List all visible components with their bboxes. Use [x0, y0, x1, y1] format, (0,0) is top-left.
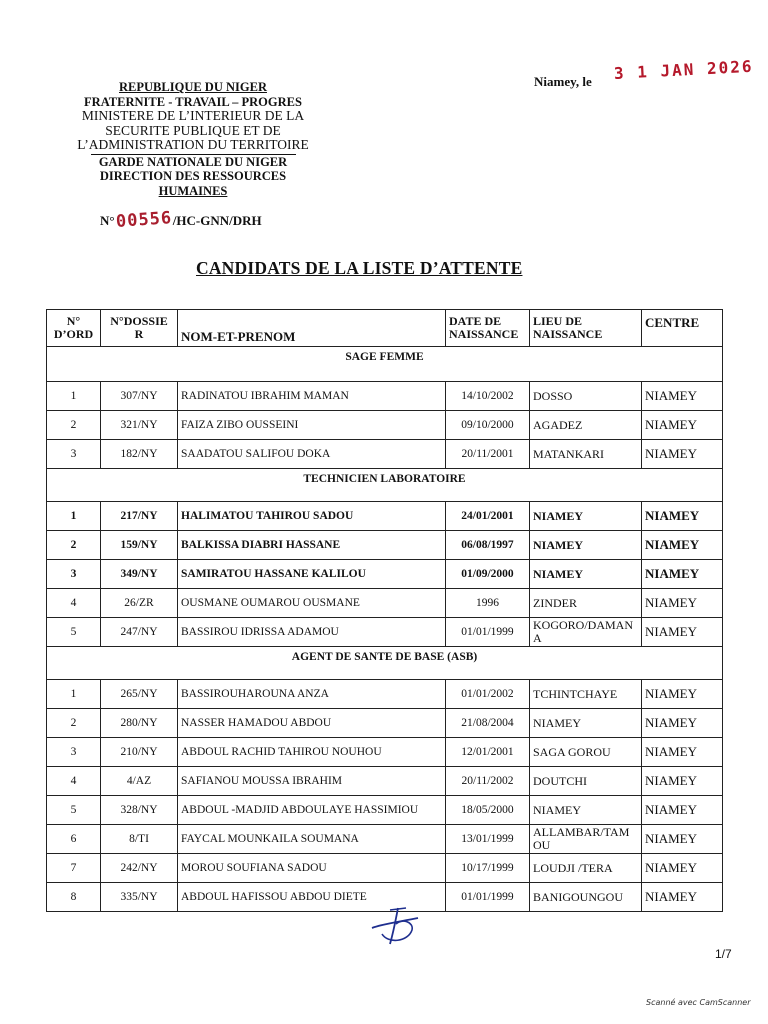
centre-cell: NIAMEY — [642, 767, 723, 796]
name-cell: BALKISSA DIABRI HASSANE — [178, 531, 446, 560]
birth-date-cell: 21/08/2004 — [446, 709, 530, 738]
header-name: NOM-ET-PRENOM — [178, 310, 446, 347]
header-birth-place — [530, 310, 642, 347]
reference-stamp-number: 00556 — [114, 208, 173, 232]
header-centre: CENTRE — [642, 310, 723, 347]
table-row — [47, 680, 723, 709]
name-cell: MOROU SOUFIANA SADOU — [178, 854, 446, 883]
table-row — [47, 502, 723, 531]
birth-date-cell: 10/17/1999 — [446, 854, 530, 883]
centre-cell: NIAMEY — [642, 825, 723, 854]
order-cell: 5 — [47, 618, 101, 647]
table-row — [47, 854, 723, 883]
country-name: REPUBLIQUE DU NIGER — [119, 80, 267, 94]
name-cell: RADINATOU IBRAHIM MAMAN — [178, 382, 446, 411]
table-row — [47, 589, 723, 618]
section-title: TECHNICIEN LABORATOIRE — [47, 469, 723, 502]
name-cell: FAIZA ZIBO OUSSEINI — [178, 411, 446, 440]
birth-place-cell: NIAMEY — [530, 796, 642, 825]
birth-place-cell: NIAMEY — [530, 560, 642, 589]
order-cell: 3 — [47, 560, 101, 589]
dossier-cell: 247/NY — [101, 618, 178, 647]
table-row — [47, 531, 723, 560]
birth-date-cell: 09/10/2000 — [446, 411, 530, 440]
section-header-row — [47, 469, 723, 502]
name-cell: SAMIRATOU HASSANE KALILOU — [178, 560, 446, 589]
direction-line-1: DIRECTION DES RESSOURCES — [99, 169, 287, 183]
centre-cell: NIAMEY — [642, 738, 723, 767]
birth-place-cell: BANIGOUNGOU — [530, 883, 642, 912]
birth-place-cell: NIAMEY — [530, 531, 642, 560]
letterhead — [62, 80, 324, 198]
dossier-cell: 307/NY — [101, 382, 178, 411]
centre-cell: NIAMEY — [642, 680, 723, 709]
birth-date-cell: 24/01/2001 — [446, 502, 530, 531]
birth-place-cell: DOSSO — [530, 382, 642, 411]
table-row — [47, 618, 723, 647]
header-order — [47, 310, 101, 347]
order-cell: 8 — [47, 883, 101, 912]
name-cell: SAFIANOU MOUSSA IBRAHIM — [178, 767, 446, 796]
table-row — [47, 382, 723, 411]
direction-line-2: HUMAINES — [158, 183, 228, 198]
page-number: 1/7 — [715, 947, 732, 961]
birth-date-cell: 13/01/1999 — [446, 825, 530, 854]
birth-date-cell: 20/11/2002 — [446, 767, 530, 796]
order-cell: 7 — [47, 854, 101, 883]
order-cell: 4 — [47, 767, 101, 796]
header-dossier-line-2: R — [134, 327, 144, 341]
dossier-cell: 335/NY — [101, 883, 178, 912]
table-body — [47, 347, 723, 912]
birth-date-cell: 01/09/2000 — [446, 560, 530, 589]
name-cell: FAYCAL MOUNKAILA SOUMANA — [178, 825, 446, 854]
birth-date-cell: 01/01/1999 — [446, 883, 530, 912]
table-row — [47, 560, 723, 589]
birth-place-cell: NIAMEY — [530, 709, 642, 738]
name-cell: ABDOUL HAFISSOU ABDOU DIETE — [178, 883, 446, 912]
header-dossier — [101, 310, 178, 347]
header-dossier-line-1: N°DOSSIE — [110, 314, 168, 328]
birth-place-cell: MATANKARI — [530, 440, 642, 469]
table-row — [47, 796, 723, 825]
table-row — [47, 767, 723, 796]
order-cell: 2 — [47, 709, 101, 738]
centre-cell: NIAMEY — [642, 382, 723, 411]
dossier-cell: 182/NY — [101, 440, 178, 469]
name-cell: HALIMATOU TAHIROU SADOU — [178, 502, 446, 531]
dossier-cell: 349/NY — [101, 560, 178, 589]
ministry-line-1: MINISTERE DE L’INTERIEUR DE LA — [81, 108, 305, 123]
dossier-cell: 210/NY — [101, 738, 178, 767]
dossier-cell: 4/AZ — [101, 767, 178, 796]
reference-number — [100, 210, 262, 230]
name-cell: NASSER HAMADOU ABDOU — [178, 709, 446, 738]
name-cell: ABDOUL -MADJID ABDOULAYE HASSIMIOU — [178, 796, 446, 825]
dossier-cell: 242/NY — [101, 854, 178, 883]
birth-date-cell: 20/11/2001 — [446, 440, 530, 469]
centre-cell: NIAMEY — [642, 618, 723, 647]
ministry-line-2: SECURITE PUBLIQUE ET DE — [105, 122, 281, 138]
national-motto: FRATERNITE - TRAVAIL – PROGRES — [84, 94, 302, 109]
centre-cell: NIAMEY — [642, 531, 723, 560]
birth-place-cell: TCHINTCHAYE — [530, 680, 642, 709]
name-cell: ABDOUL RACHID TAHIROU NOUHOU — [178, 738, 446, 767]
birth-date-cell: 12/01/2001 — [446, 738, 530, 767]
document-title: CANDIDATS DE LA LISTE D’ATTENTE — [196, 258, 523, 278]
section-header-row — [47, 347, 723, 382]
centre-cell: NIAMEY — [642, 589, 723, 618]
header-order-line-2: D’ORD — [53, 327, 94, 341]
ministry-line-3: L’ADMINISTRATION DU TERRITOIRE — [77, 137, 309, 152]
candidates-table — [46, 309, 723, 912]
dossier-cell: 217/NY — [101, 502, 178, 531]
signature-mark — [368, 904, 424, 948]
centre-cell: NIAMEY — [642, 883, 723, 912]
centre-cell: NIAMEY — [642, 560, 723, 589]
birth-place-cell: LOUDJI /TERA — [530, 854, 642, 883]
order-cell: 2 — [47, 411, 101, 440]
reference-suffix: /HC-GNN/DRH — [172, 213, 262, 228]
dossier-cell: 265/NY — [101, 680, 178, 709]
order-cell: 4 — [47, 589, 101, 618]
section-title: SAGE FEMME — [47, 347, 723, 382]
birth-place-cell: ZINDER — [530, 589, 642, 618]
table-row — [47, 411, 723, 440]
centre-cell: NIAMEY — [642, 502, 723, 531]
order-cell: 3 — [47, 738, 101, 767]
unit-name: GARDE NATIONALE DU NIGER — [98, 154, 288, 169]
scanner-watermark: Scanné avec CamScanner — [646, 998, 751, 1007]
order-cell: 5 — [47, 796, 101, 825]
header-date-line-2: NAISSANCE — [449, 327, 519, 341]
signature — [368, 904, 424, 953]
order-cell: 1 — [47, 680, 101, 709]
header-date-line-1: DATE DE — [449, 314, 502, 328]
order-cell: 1 — [47, 502, 101, 531]
birth-place-cell: SAGA GOROU — [530, 738, 642, 767]
name-cell: SAADATOU SALIFOU DOKA — [178, 440, 446, 469]
birth-date-cell: 06/08/1997 — [446, 531, 530, 560]
name-cell: BASSIROUHAROUNA ANZA — [178, 680, 446, 709]
order-cell: 2 — [47, 531, 101, 560]
centre-cell: NIAMEY — [642, 796, 723, 825]
name-cell: BASSIROU IDRISSA ADAMOU — [178, 618, 446, 647]
table-header-row — [47, 310, 723, 347]
header-place-line-1: LIEU DE — [533, 314, 583, 328]
centre-cell: NIAMEY — [642, 709, 723, 738]
order-cell: 1 — [47, 382, 101, 411]
table-row — [47, 738, 723, 767]
dossier-cell: 280/NY — [101, 709, 178, 738]
section-title: AGENT DE SANTE DE BASE (ASB) — [47, 647, 723, 680]
dossier-cell: 8/TI — [101, 825, 178, 854]
reference-prefix: N° — [100, 213, 115, 228]
header-birth-date — [446, 310, 530, 347]
birth-place-cell: KOGORO/DAMAN A — [530, 618, 642, 647]
centre-cell: NIAMEY — [642, 440, 723, 469]
birth-date-cell: 01/01/2002 — [446, 680, 530, 709]
date-stamp: 3 1 JAN 2026 — [613, 56, 754, 83]
birth-place-cell: DOUTCHI — [530, 767, 642, 796]
table-row — [47, 709, 723, 738]
table-row — [47, 825, 723, 854]
place-label: Niamey, le — [534, 74, 592, 89]
birth-date-cell: 18/05/2000 — [446, 796, 530, 825]
dossier-cell: 26/ZR — [101, 589, 178, 618]
centre-cell: NIAMEY — [642, 411, 723, 440]
birth-date-cell: 1996 — [446, 589, 530, 618]
dossier-cell: 321/NY — [101, 411, 178, 440]
birth-place-cell: NIAMEY — [530, 502, 642, 531]
name-cell: OUSMANE OUMAROU OUSMANE — [178, 589, 446, 618]
birth-date-cell: 01/01/1999 — [446, 618, 530, 647]
dossier-cell: 328/NY — [101, 796, 178, 825]
dossier-cell: 159/NY — [101, 531, 178, 560]
centre-cell: NIAMEY — [642, 854, 723, 883]
birth-place-cell: AGADEZ — [530, 411, 642, 440]
table-row — [47, 440, 723, 469]
birth-place-cell: ALLAMBAR/TAM OU — [530, 825, 642, 854]
section-header-row — [47, 647, 723, 680]
header-order-line-1: N° — [66, 314, 81, 328]
order-cell: 6 — [47, 825, 101, 854]
birth-date-cell: 14/10/2002 — [446, 382, 530, 411]
order-cell: 3 — [47, 440, 101, 469]
header-place-line-2: NAISSANCE — [533, 327, 603, 341]
